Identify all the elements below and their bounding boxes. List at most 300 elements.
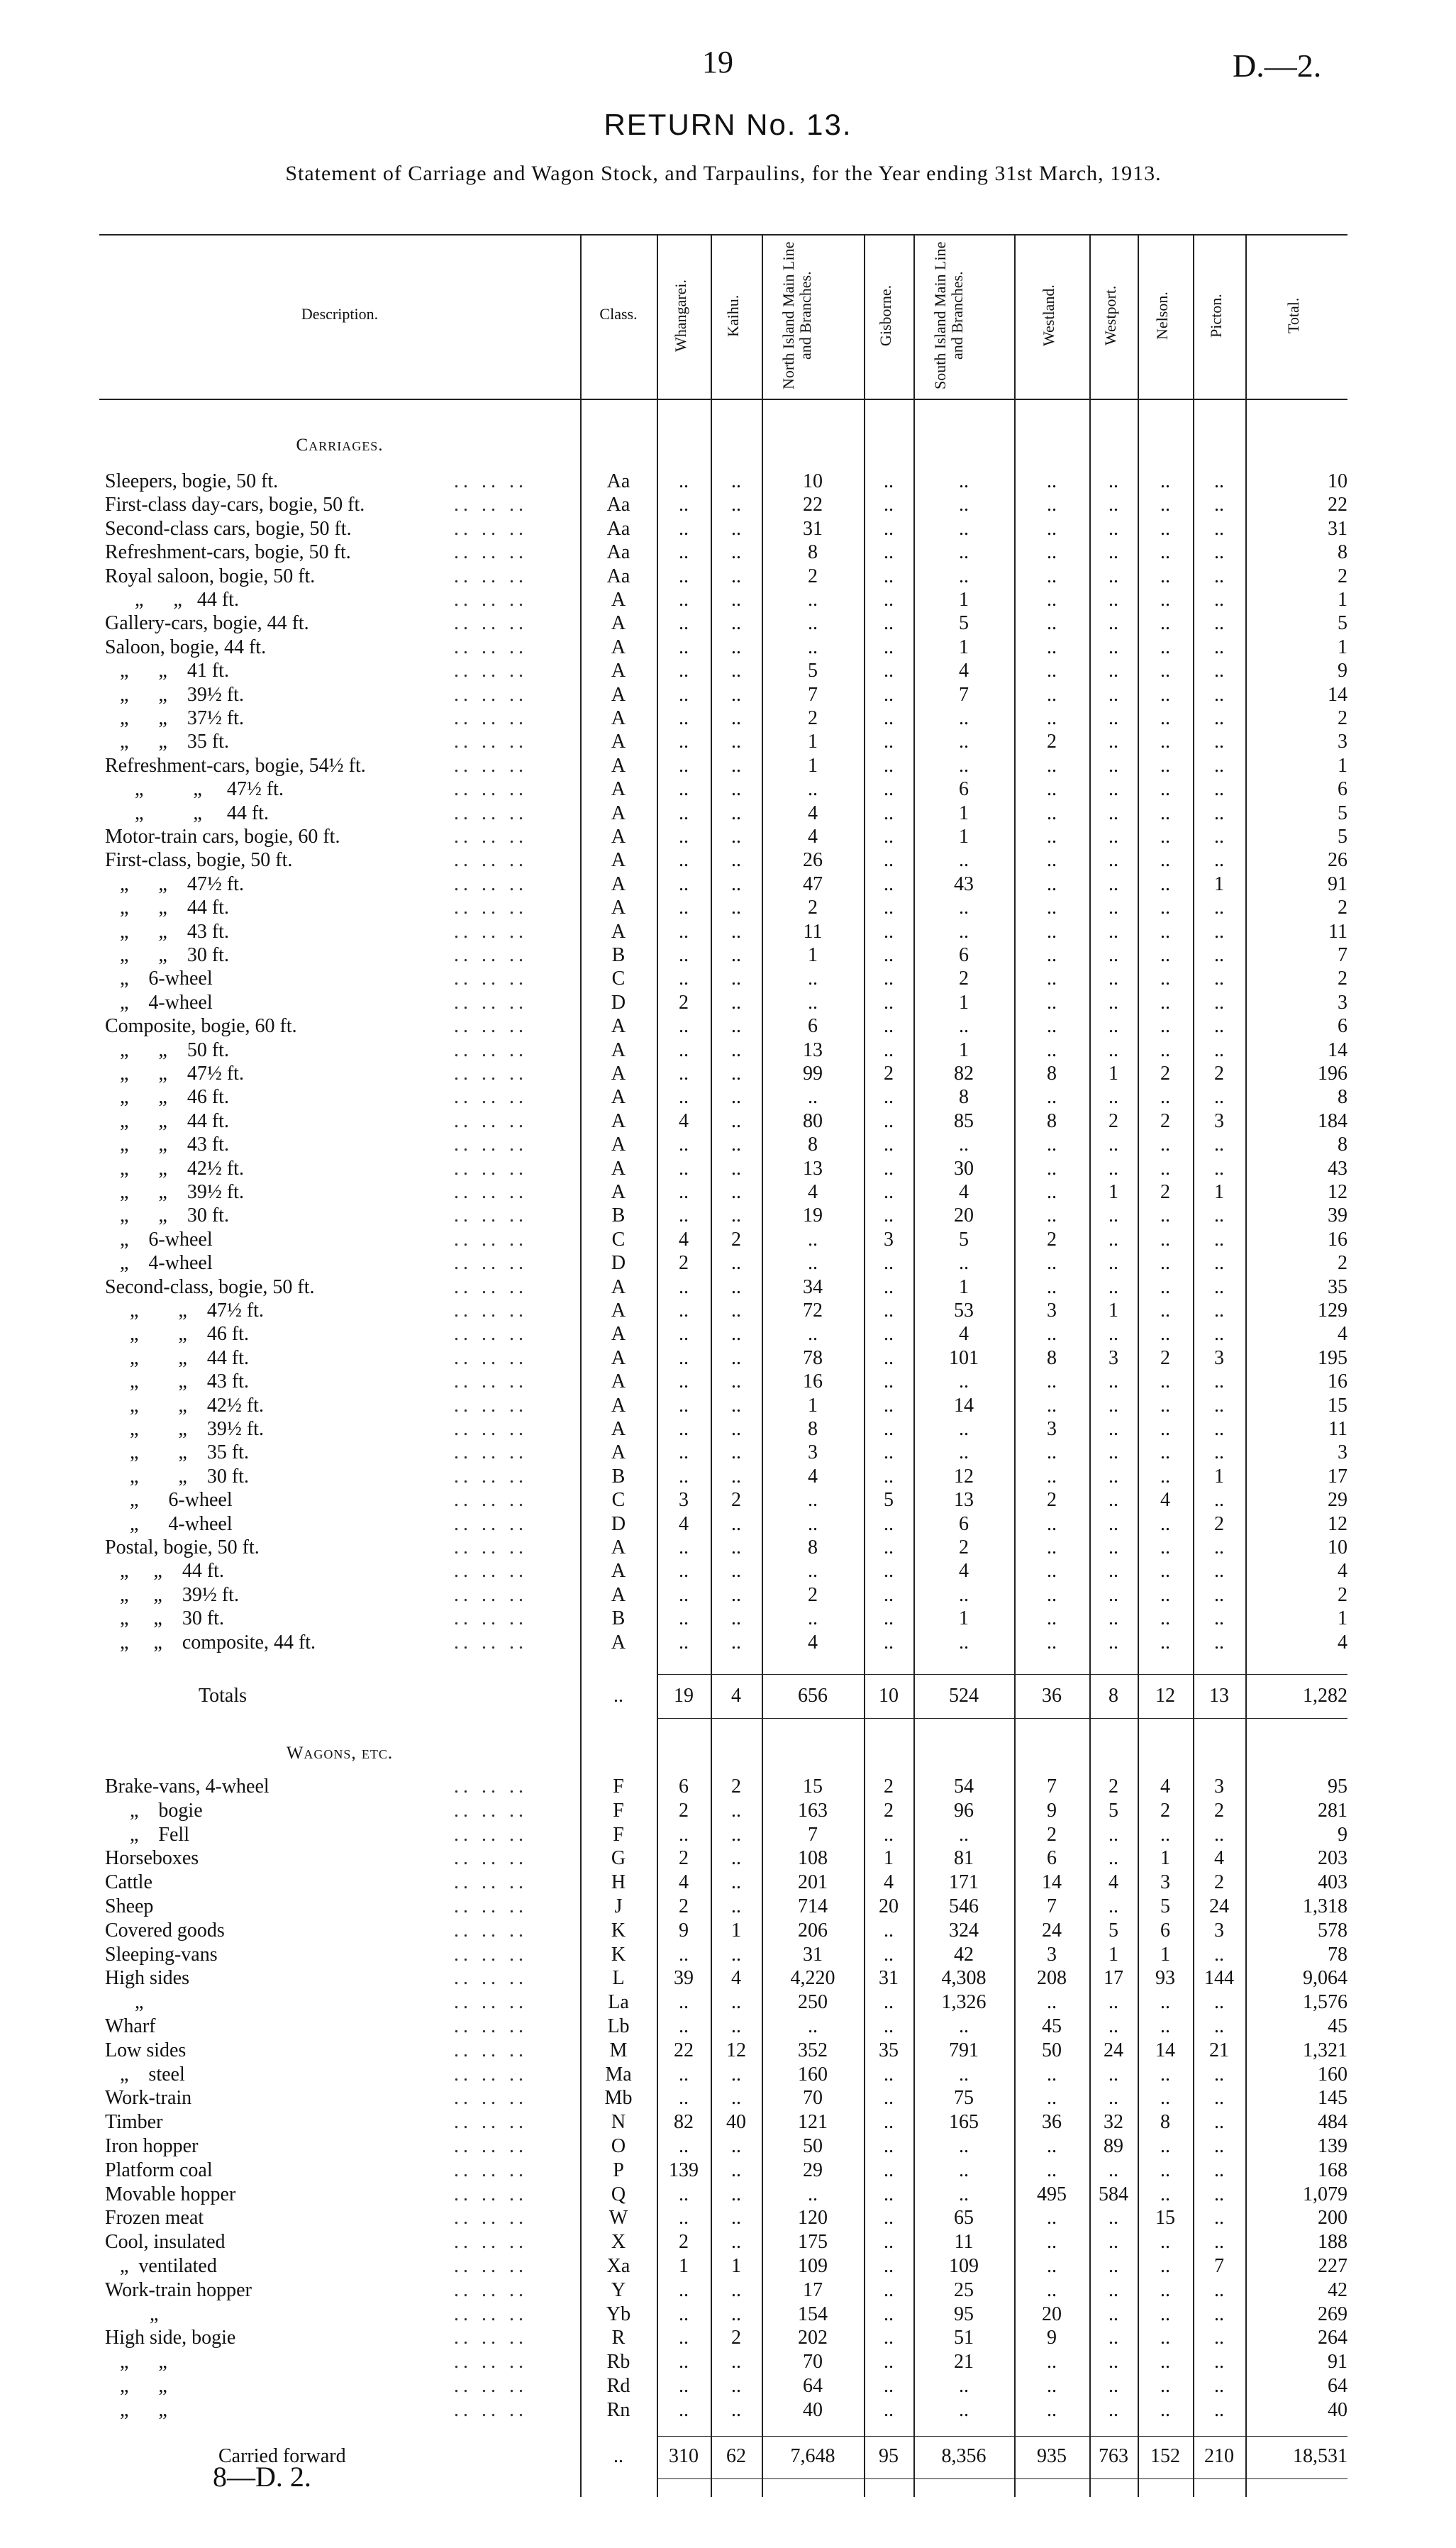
row-value: 6 <box>959 944 969 966</box>
row-description: Cattle <box>105 1871 152 1894</box>
row-value: .. <box>1160 1394 1170 1417</box>
row-value: 3 <box>1108 1346 1118 1369</box>
row-value: 6 <box>1047 1847 1057 1870</box>
row-total: 578 <box>1318 1919 1347 1942</box>
row-value: .. <box>1108 2087 1118 2110</box>
row-value: 210 <box>1204 2445 1234 2467</box>
row-value: .. <box>679 849 689 872</box>
row-value: 1 <box>808 731 818 753</box>
row-value: 22 <box>674 2039 694 2061</box>
row-value: .. <box>884 660 894 682</box>
header-rule <box>99 399 1347 400</box>
row-value: 16 <box>803 1370 823 1393</box>
row-value: 8,356 <box>941 2445 987 2467</box>
row-value: 8 <box>1108 1685 1118 1707</box>
row-class: Rn <box>606 2398 630 2421</box>
row-value: 8 <box>808 541 818 564</box>
row-value: .. <box>1047 1252 1057 1275</box>
row-description: „ bogie <box>105 1799 203 1822</box>
row-value: .. <box>1108 2207 1118 2230</box>
row-value: .. <box>959 920 969 943</box>
row-value: 2 <box>1108 1109 1118 1132</box>
row-description: „ „ 46 ft. <box>105 1323 249 1346</box>
row-value: .. <box>1047 2351 1057 2373</box>
leader-dots: .. .. .. <box>454 707 528 729</box>
row-total: 6 <box>1338 778 1347 801</box>
row-value: .. <box>1108 873 1118 895</box>
row-description: Sheep <box>105 1895 154 1917</box>
row-value: 2 <box>1214 1512 1224 1535</box>
row-class: C <box>611 968 626 990</box>
row-value: 1 <box>731 2255 741 2277</box>
row-value: 2 <box>959 1536 969 1558</box>
row-description: „ 4-wheel <box>105 1512 233 1535</box>
row-value: .. <box>679 1394 689 1417</box>
row-value: 50 <box>1042 2039 1062 2061</box>
row-description: „ „ 39½ ft. <box>105 1418 264 1440</box>
row-value: .. <box>731 707 741 729</box>
row-value: .. <box>1160 707 1170 729</box>
row-value: 39 <box>674 1967 694 1990</box>
statement-subtitle: Statement of Carriage and Wagon Stock, and Tarpaulins, for the Year ending 31st March, 1913. <box>285 162 1162 185</box>
row-value: .. <box>884 2255 894 2277</box>
row-value: .. <box>731 1847 741 1870</box>
row-value: .. <box>1160 2375 1170 2397</box>
row-value: 29 <box>803 2159 823 2181</box>
row-value: .. <box>1047 2278 1057 2301</box>
row-value: 352 <box>798 2039 828 2061</box>
leader-dots: .. .. .. <box>454 1919 528 1942</box>
row-value: .. <box>731 683 741 706</box>
row-description: Low sides <box>105 2039 187 2061</box>
row-value: .. <box>808 1323 818 1346</box>
row-value: 2 <box>808 1583 818 1606</box>
row-value: 1,326 <box>941 1991 987 2014</box>
row-value: .. <box>1108 2015 1118 2037</box>
row-value: 4 <box>959 1560 969 1583</box>
row-value: .. <box>1047 494 1057 516</box>
row-value: .. <box>1214 2135 1224 2157</box>
row-value: .. <box>1047 1394 1057 1417</box>
row-value: 5 <box>884 1489 894 1512</box>
row-value: .. <box>884 1086 894 1109</box>
row-value: .. <box>679 802 689 824</box>
row-value: 8 <box>808 1536 818 1558</box>
row-description: First-class day-cars, bogie, 50 ft. <box>105 494 365 516</box>
row-value: .. <box>1160 968 1170 990</box>
table-row <box>0 1488 1456 1512</box>
row-value: .. <box>731 1323 741 1346</box>
row-value: .. <box>884 1512 894 1535</box>
row-value: 2 <box>1047 1823 1057 1846</box>
row-total: 35 <box>1328 1275 1347 1298</box>
row-class: Lb <box>607 2015 630 2037</box>
leader-dots: .. .. .. <box>454 1370 528 1393</box>
return-title: RETURN No. 13. <box>604 108 852 141</box>
row-value: 20 <box>879 1895 899 1917</box>
row-value: .. <box>1047 565 1057 587</box>
column-header-total: Total. <box>1284 297 1302 334</box>
row-value: .. <box>1214 1086 1224 1109</box>
row-value: 1 <box>1108 1063 1118 1085</box>
row-value: 3 <box>1047 1418 1057 1440</box>
row-total: 9,064 <box>1303 1967 1347 1990</box>
row-value: 80 <box>803 1109 823 1132</box>
row-value: .. <box>1160 2398 1170 2421</box>
row-value: 208 <box>1037 1967 1067 1990</box>
row-value: .. <box>1160 1583 1170 1606</box>
row-class: A <box>611 1346 626 1369</box>
row-description: „ „ 47½ ft. <box>105 1300 264 1322</box>
row-value: .. <box>731 873 741 895</box>
row-value: .. <box>1108 2327 1118 2349</box>
row-value: .. <box>1160 1536 1170 1558</box>
table-row <box>0 659 1456 683</box>
row-value: .. <box>1108 683 1118 706</box>
row-value: .. <box>731 1063 741 1085</box>
row-value: 935 <box>1037 2445 1067 2467</box>
row-value: 8 <box>959 1086 969 1109</box>
row-value: .. <box>731 565 741 587</box>
row-total: 10 <box>1328 470 1347 492</box>
row-value: 12 <box>726 2039 746 2061</box>
row-value: 175 <box>798 2231 828 2254</box>
row-value: .. <box>884 1991 894 2014</box>
row-value: .. <box>1214 849 1224 872</box>
row-value: .. <box>679 897 689 919</box>
table-row <box>0 2134 1456 2159</box>
row-value: .. <box>884 1181 894 1203</box>
table-row <box>0 636 1456 660</box>
row-value: .. <box>1108 1895 1118 1917</box>
table-row <box>0 683 1456 707</box>
row-value: .. <box>1108 2303 1118 2325</box>
row-value: .. <box>1047 1275 1057 1298</box>
row-total: 403 <box>1318 1871 1347 1894</box>
leader-dots: .. .. .. <box>454 2303 528 2325</box>
row-class: A <box>611 1418 626 1440</box>
row-value: .. <box>959 707 969 729</box>
table-row <box>0 2303 1456 2327</box>
row-class: A <box>611 1109 626 1132</box>
row-total: 42 <box>1328 2278 1347 2301</box>
row-value: 154 <box>798 2303 828 2325</box>
row-value: 8 <box>808 1418 818 1440</box>
row-value: .. <box>884 2375 894 2397</box>
row-total: 3 <box>1338 991 1347 1014</box>
row-description: Work-train hopper <box>105 2278 252 2301</box>
row-value: 34 <box>803 1275 823 1298</box>
row-value: .. <box>884 2111 894 2134</box>
row-value: 2 <box>1160 1063 1170 1085</box>
row-class: Aa <box>606 494 630 516</box>
row-value: 121 <box>798 2111 828 2134</box>
row-value: 310 <box>669 2445 699 2467</box>
row-class: Y <box>611 2278 626 2301</box>
row-value: .. <box>884 1943 894 1966</box>
row-value: .. <box>1047 991 1057 1014</box>
row-value: 82 <box>674 2111 694 2134</box>
table-row <box>0 1251 1456 1275</box>
row-description: „ 4-wheel <box>105 991 213 1014</box>
row-value: .. <box>884 2063 894 2086</box>
row-description: „ 4-wheel <box>105 1252 213 1275</box>
row-value: 101 <box>949 1346 979 1369</box>
row-value: .. <box>808 1228 818 1251</box>
row-value: .. <box>959 897 969 919</box>
row-value: 2 <box>1214 1799 1224 1822</box>
row-value: 36 <box>1042 2111 1062 2134</box>
row-class: P <box>613 2159 624 2181</box>
row-value: 3 <box>1214 1919 1224 1942</box>
row-total: 45 <box>1328 2015 1347 2037</box>
row-value: .. <box>679 1134 689 1156</box>
leader-dots: .. .. .. <box>454 2087 528 2110</box>
row-value: .. <box>731 1038 741 1061</box>
row-description: „ „ 47½ ft. <box>105 778 284 801</box>
row-value: 2 <box>1047 1489 1057 1512</box>
row-value: .. <box>884 754 894 777</box>
row-value: .. <box>731 897 741 919</box>
row-value: .. <box>808 589 818 611</box>
row-value: .. <box>959 1583 969 1606</box>
leader-dots: .. .. .. <box>454 754 528 777</box>
row-value: .. <box>679 1991 689 2014</box>
row-value: .. <box>1108 2278 1118 2301</box>
row-value: .. <box>808 968 818 990</box>
row-value: 2 <box>679 1895 689 1917</box>
row-value: .. <box>1108 612 1118 635</box>
row-value: 31 <box>803 517 823 540</box>
row-description: High sides <box>105 1967 189 1990</box>
row-value: 1 <box>959 991 969 1014</box>
row-class: A <box>611 778 626 801</box>
table-row <box>0 1062 1456 1086</box>
row-value: 8 <box>1047 1109 1057 1132</box>
row-value: .. <box>1047 1560 1057 1583</box>
row-value: .. <box>1108 778 1118 801</box>
row-value: 40 <box>803 2398 823 2421</box>
row-class: A <box>611 1560 626 1583</box>
class-header: Class. <box>599 305 638 323</box>
row-value: .. <box>1108 1512 1118 1535</box>
row-description: „ „ 39½ ft. <box>105 683 244 706</box>
row-value: 2 <box>731 1489 741 1512</box>
leader-dots: .. .. .. <box>454 1560 528 1583</box>
row-value: 31 <box>879 1967 899 1990</box>
row-value: .. <box>1160 873 1170 895</box>
row-value: .. <box>884 2159 894 2181</box>
row-class: A <box>611 754 626 777</box>
row-value: .. <box>884 470 894 492</box>
leader-dots: .. .. .. <box>454 897 528 919</box>
row-value: .. <box>1047 849 1057 872</box>
leader-dots: .. .. .. <box>454 2375 528 2397</box>
row-value: .. <box>1214 1418 1224 1440</box>
row-total: 227 <box>1318 2255 1347 2277</box>
row-value: .. <box>679 2087 689 2110</box>
row-value: .. <box>731 1370 741 1393</box>
leader-dots: .. .. .. <box>454 1847 528 1870</box>
row-value: .. <box>731 2231 741 2254</box>
column-header-gisborne: Gisborne. <box>877 284 894 347</box>
row-total: 8 <box>1338 541 1347 564</box>
row-class: Aa <box>606 541 630 564</box>
row-value: .. <box>884 1441 894 1464</box>
row-value: 20 <box>1042 2303 1062 2325</box>
leader-dots: .. .. .. <box>454 1204 528 1227</box>
table-row <box>0 1275 1456 1300</box>
row-value: .. <box>1108 707 1118 729</box>
row-value: .. <box>1047 1370 1057 1393</box>
row-value: 64 <box>803 2375 823 2397</box>
row-value: .. <box>1160 1991 1170 2014</box>
row-description: „ „ 50 ft. <box>105 1038 229 1061</box>
table-row <box>0 493 1456 517</box>
row-value: .. <box>959 565 969 587</box>
row-value: 4 <box>731 1685 741 1707</box>
row-value: .. <box>1047 1465 1057 1488</box>
leader-dots: .. .. .. <box>454 2183 528 2205</box>
row-class: A <box>611 1275 626 1298</box>
row-total: 4 <box>1338 1323 1347 1346</box>
row-value: .. <box>731 2351 741 2373</box>
row-value: .. <box>731 1895 741 1917</box>
leader-dots: .. .. .. <box>454 1015 528 1038</box>
row-total: 5 <box>1338 826 1347 848</box>
row-value: .. <box>1108 1134 1118 1156</box>
row-value: .. <box>884 1583 894 1606</box>
row-total: 31 <box>1328 517 1347 540</box>
row-description: Refreshment-cars, bogie, 54½ ft. <box>105 754 366 777</box>
row-value: 144 <box>1204 1967 1234 1990</box>
row-value: .. <box>731 589 741 611</box>
row-value: .. <box>679 517 689 540</box>
table-row <box>0 1684 1456 1708</box>
row-value: .. <box>1108 541 1118 564</box>
row-value: .. <box>1108 1252 1118 1275</box>
row-total: 4 <box>1338 1631 1347 1654</box>
row-value: .. <box>1108 1465 1118 1488</box>
row-value: 9 <box>1047 1799 1057 1822</box>
row-value: 1 <box>1160 1943 1170 1966</box>
row-value: .. <box>959 1252 969 1275</box>
row-description: „ „ 46 ft. <box>105 1086 229 1109</box>
row-value: .. <box>1047 2398 1057 2421</box>
row-value: 109 <box>949 2255 979 2277</box>
row-value: 4 <box>679 1512 689 1535</box>
row-value: .. <box>1047 778 1057 801</box>
row-value: 30 <box>954 1157 974 1180</box>
row-value: .. <box>679 1560 689 1583</box>
row-value: .. <box>959 1134 969 1156</box>
row-value: .. <box>884 565 894 587</box>
row-value: .. <box>731 470 741 492</box>
row-description: Gallery-cars, bogie, 44 ft. <box>105 612 309 635</box>
table-row <box>0 1204 1456 1228</box>
row-value: .. <box>884 636 894 658</box>
row-value: 4 <box>1108 1871 1118 1894</box>
row-class: A <box>611 636 626 658</box>
row-value: .. <box>959 2015 969 2037</box>
row-value: 7,648 <box>790 2445 835 2467</box>
leader-dots: .. .. .. <box>454 1157 528 1180</box>
row-value: .. <box>1160 920 1170 943</box>
row-description: Frozen meat <box>105 2207 204 2230</box>
row-total: 1,282 <box>1303 1685 1347 1707</box>
row-class: A <box>611 707 626 729</box>
row-value: .. <box>1047 1157 1057 1180</box>
leader-dots: .. .. .. <box>454 920 528 943</box>
row-value: .. <box>1214 920 1224 943</box>
leader-dots: .. .. .. <box>454 1346 528 1369</box>
row-value: .. <box>1108 1086 1118 1109</box>
row-value: .. <box>1047 2255 1057 2277</box>
leader-dots: .. .. .. <box>454 2398 528 2421</box>
row-value: .. <box>731 1465 741 1488</box>
row-value: 2 <box>884 1063 894 1085</box>
row-value: .. <box>679 494 689 516</box>
row-value: 1 <box>1214 1181 1224 1203</box>
row-value: .. <box>679 1943 689 1966</box>
leader-dots: .. .. .. <box>454 589 528 611</box>
row-total: 2 <box>1338 968 1347 990</box>
row-value: .. <box>1047 470 1057 492</box>
row-class: A <box>611 1086 626 1109</box>
row-value: .. <box>1047 1015 1057 1038</box>
row-value: .. <box>1108 1847 1118 1870</box>
row-value: 75 <box>954 2087 974 2110</box>
row-description: Refreshment-cars, bogie, 50 ft. <box>105 541 351 564</box>
totals-rule <box>657 1674 1347 1675</box>
row-value: .. <box>1047 683 1057 706</box>
row-value: .. <box>1108 470 1118 492</box>
table-row <box>0 1583 1456 1607</box>
row-value: .. <box>679 968 689 990</box>
leader-dots: .. .. .. <box>454 802 528 824</box>
row-value: .. <box>1214 731 1224 753</box>
row-class: .. <box>613 1685 623 1707</box>
row-value: .. <box>959 2375 969 2397</box>
table-row <box>0 1990 1456 2015</box>
row-value: .. <box>731 1252 741 1275</box>
row-value: 1 <box>1108 1300 1118 1322</box>
row-value: 10 <box>879 1685 899 1707</box>
row-value: .. <box>1108 897 1118 919</box>
row-value: 171 <box>949 1871 979 1894</box>
row-class: N <box>611 2111 626 2134</box>
row-total: 139 <box>1318 2135 1347 2157</box>
row-value: .. <box>731 1799 741 1822</box>
row-value: 4,308 <box>941 1967 987 1990</box>
row-value: .. <box>1214 1943 1224 1966</box>
row-value: .. <box>1214 2231 1224 2254</box>
row-description: Royal saloon, bogie, 50 ft. <box>105 565 316 587</box>
row-value: .. <box>1214 1441 1224 1464</box>
row-value: .. <box>1214 541 1224 564</box>
leader-dots: .. .. .. <box>454 1086 528 1109</box>
row-value: .. <box>679 2351 689 2373</box>
row-total: 18,531 <box>1293 2445 1347 2467</box>
row-class: A <box>611 1015 626 1038</box>
row-value: .. <box>731 1441 741 1464</box>
row-value: .. <box>1160 1441 1170 1464</box>
row-value: 2 <box>808 897 818 919</box>
leader-dots: .. .. .. <box>454 565 528 587</box>
row-total: 16 <box>1328 1370 1347 1393</box>
row-value: .. <box>679 660 689 682</box>
table-row <box>0 1871 1456 1895</box>
